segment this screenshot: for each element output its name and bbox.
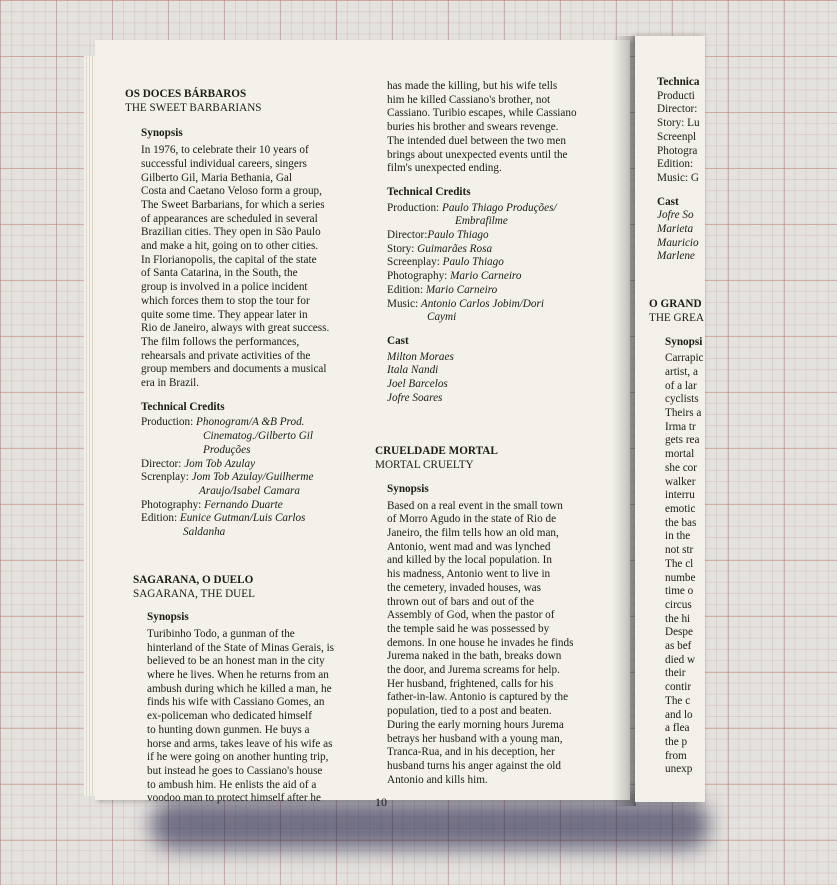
synopsis-line: quite some time. They appear later in	[141, 308, 308, 321]
credit-value-cont: Araujo/Isabel Camara	[199, 484, 300, 497]
synopsis-line: brings about unexpected events until the	[387, 148, 568, 161]
credit-label: Story:	[387, 242, 415, 255]
cast-member: Marieta	[657, 223, 694, 236]
synopsis-line: father-in-law. Antonio is captured by the	[387, 691, 569, 704]
synopsis-line: to hunting down gunmen. He buys a	[147, 723, 310, 736]
credit-edition	[141, 512, 375, 526]
right-credits-heading: Technica	[657, 76, 700, 88]
synopsis-line: thrown out of bars and out of the	[387, 595, 534, 608]
film1-title-en: THE SWEET BARBARIANS	[125, 101, 262, 114]
synopsis-line: of a lar	[665, 379, 697, 392]
credit-screenplay	[141, 471, 375, 485]
film1-credits-heading: Technical Credits	[141, 400, 225, 413]
credit-value: Guimarães Rosa	[417, 242, 493, 255]
synopsis-line: from	[665, 749, 687, 762]
synopsis-line: the cemetery, invaded houses, was	[387, 581, 541, 594]
cast-member: Milton Moraes	[387, 350, 454, 363]
film2-title-pt: SAGARANA, O DUELO	[133, 573, 254, 586]
synopsis-line: interru	[665, 489, 695, 502]
synopsis-line: of Morro Agudo in the state of Rio de	[387, 513, 557, 526]
synopsis-line: Tranca-Rua, and in his deception, her	[387, 746, 555, 759]
synopsis-line: Costa and Caetano Veloso form a group,	[141, 185, 322, 198]
synopsis-line: betrays her husband with a young man,	[387, 732, 563, 745]
synopsis-line: ambush during which he killed a man, he	[147, 682, 332, 695]
film1-synopsis	[141, 144, 375, 391]
credit-value-cont: Saldanha	[183, 526, 226, 539]
synopsis-line: if he were going on another hunting trip,	[147, 751, 329, 764]
cast-member: Itala Nandi	[387, 364, 439, 377]
film1-synopsis-heading: Synopsis	[141, 127, 183, 140]
synopsis-line: the p	[665, 735, 688, 748]
synopsis-line: not str	[665, 544, 694, 557]
cast-member: Joel Barcelos	[387, 378, 448, 391]
synopsis-line: hinterland of the State of Minas Gerais, is	[147, 641, 335, 654]
credit-value-cont: Produções	[203, 443, 251, 456]
film2-credits	[387, 202, 617, 325]
synopsis-line: circus	[665, 598, 692, 611]
credit-label: Edition:	[387, 283, 424, 296]
synopsis-line: which forces them to stop the tour for	[141, 294, 310, 307]
right-credit-line: Edition:	[657, 158, 694, 171]
synopsis-line: Brazilian cities. They open in São Paulo	[141, 226, 321, 239]
synopsis-line: Despe	[665, 626, 693, 639]
credit-value: Antonio Carlos Jobim/Dori	[420, 297, 544, 310]
synopsis-line: time o	[665, 585, 694, 598]
synopsis-line: mortal	[665, 448, 695, 461]
film3-title-en: MORTAL CRUELTY	[375, 459, 474, 472]
right-credit-line: Photogra	[657, 144, 698, 157]
synopsis-line: unexp	[665, 763, 693, 776]
film2-synopsis-continued	[387, 80, 617, 176]
credit-story	[387, 243, 617, 257]
synopsis-line: Theirs a	[665, 407, 702, 420]
synopsis-line: The intended duel between the two men	[387, 134, 566, 147]
synopsis-line: of appearances are scheduled in several	[141, 212, 318, 225]
credit-label: Production:	[387, 201, 440, 214]
synopsis-line: him he killed Cassiano's brother, not	[387, 93, 551, 106]
synopsis-line: finds his wife with Cassiano Gomes, an	[147, 696, 325, 709]
synopsis-line: era in Brazil.	[141, 377, 200, 390]
synopsis-line: population, tied to a post and beaten.	[387, 705, 552, 718]
synopsis-line: Cassiano. Turibio escapes, while Cassiano	[387, 107, 577, 120]
synopsis-line: Assembly of God, when the pastor of	[387, 609, 555, 622]
synopsis-line: the door, and Jurema screams for help.	[387, 664, 560, 677]
synopsis-line: but instead he goes to Cassiano's house	[147, 764, 323, 777]
synopsis-line: buries his brother and swears revenge.	[387, 121, 559, 134]
synopsis-line: The film follows the performances,	[141, 335, 300, 348]
synopsis-line: Gilberto Gil, Maria Bethania, Gal	[141, 171, 292, 184]
film2-header	[125, 574, 375, 601]
film2-synopsis-heading: Synopsis	[147, 611, 189, 624]
synopsis-line: voodoo man to protect himself after he	[147, 792, 321, 805]
credit-value: Fernando Duarte	[204, 498, 283, 511]
credit-photography	[387, 270, 617, 284]
synopsis-line: horse and arms, takes leave of his wife as	[147, 737, 333, 750]
film1-title-pt: OS DOCES BÁRBAROS	[125, 88, 247, 100]
credit-value-cont: Caymi	[427, 311, 457, 324]
synopsis-line: artist, a	[665, 365, 698, 378]
synopsis-line: The Sweet Barbarians, for which a series	[141, 198, 325, 211]
credit-label: Director:	[141, 457, 182, 470]
right-film-header	[649, 298, 837, 325]
booklet-shadow	[150, 800, 710, 850]
synopsis-line: film's unexpected ending.	[387, 162, 502, 175]
film2-cast	[387, 351, 617, 406]
synopsis-line: where he lives. When he returns from an	[147, 669, 329, 682]
synopsis-line: During the early morning hours Jurema	[387, 718, 564, 731]
credit-label: Photography:	[141, 498, 202, 511]
cast-member: Jofre So	[657, 209, 694, 222]
right-credit-line: Director:	[657, 103, 698, 116]
synopsis-line: and lo	[665, 708, 693, 721]
credit-value: Eunice Gutman/Luis Carlos	[179, 512, 306, 525]
synopsis-line: In Florianopolis, the capital of the state	[141, 253, 317, 266]
spacer	[657, 264, 837, 298]
credit-production	[141, 416, 375, 430]
synopsis-line: in the	[665, 530, 691, 543]
credit-label: Edition:	[141, 512, 178, 525]
film1-body	[125, 127, 375, 539]
credit-value-cont: Cinematog./Gilberto Gil	[203, 430, 314, 443]
credit-label: Director:	[387, 229, 428, 242]
right-film-title-pt: O GRAND	[649, 298, 702, 311]
spacer	[387, 405, 617, 445]
booklet-spine	[612, 36, 636, 806]
right-credit-line: Screenpl	[657, 130, 697, 143]
film2-title-en: SAGARANA, THE DUEL	[133, 587, 255, 600]
synopsis-line: Antonio, went mad and was lynched	[387, 540, 551, 553]
credit-value: Jom Tob Azulay	[184, 457, 256, 470]
credit-value: Paulo Thiago Produções/	[442, 201, 557, 214]
credit-production	[387, 202, 617, 216]
synopsis-line: of Santa Catarina, in the South, the	[141, 267, 298, 280]
synopsis-line: Rio de Janeiro, always with great success.	[141, 322, 330, 335]
synopsis-line: The c	[665, 694, 691, 707]
right-cast-heading: Cast	[657, 195, 679, 208]
page-number: 10	[375, 795, 387, 809]
credit-value: Paulo Thiago	[442, 256, 504, 269]
synopsis-line: demons. In one house he invades he finds	[387, 636, 574, 649]
synopsis-line: believed to be an honest man in the city	[147, 655, 325, 668]
synopsis-line: walker	[665, 475, 696, 488]
film1-credits	[141, 416, 375, 539]
credit-screenplay	[387, 256, 617, 270]
synopsis-line: group is involved in a police incident	[141, 281, 308, 294]
spacer	[125, 540, 375, 574]
right-page	[635, 36, 705, 802]
middle-column	[375, 80, 617, 787]
synopsis-line: died w	[665, 653, 696, 666]
credit-label: Screenplay:	[387, 256, 440, 269]
synopsis-line: Her husband, frightened, calls for his	[387, 677, 554, 690]
left-column	[125, 88, 375, 806]
synopsis-line: as bef	[665, 640, 692, 653]
credit-director	[387, 229, 617, 243]
credit-label: Production:	[141, 416, 194, 429]
synopsis-line: successful individual careers, singers	[141, 157, 307, 170]
synopsis-line: has made the killing, but his wife tells	[387, 80, 558, 92]
synopsis-line: Jurema naked in the bath, breaks down	[387, 650, 562, 663]
synopsis-line: she cor	[665, 461, 697, 474]
synopsis-line: Irma tr	[665, 420, 696, 433]
credit-music	[387, 298, 617, 312]
credit-photography	[141, 499, 375, 513]
synopsis-line: Antonio and kills him.	[387, 773, 488, 786]
synopsis-line: numbe	[665, 571, 696, 584]
right-film-title-en: THE GREA	[649, 311, 704, 324]
film2-credits-heading: Technical Credits	[387, 185, 471, 198]
credit-value: Paulo Thiago	[427, 229, 489, 242]
synopsis-line: The cl	[665, 557, 694, 570]
synopsis-line: rehearsals and private activities of the	[141, 349, 311, 362]
credit-edition	[387, 284, 617, 298]
film3-header	[375, 445, 617, 472]
credit-value-cont: Embrafilme	[455, 215, 508, 228]
film3-title-pt: CRUELDADE MORTAL	[375, 445, 498, 458]
credit-label: Photography:	[387, 270, 448, 283]
synopsis-line: ex-policeman who dedicated himself	[147, 710, 312, 723]
film2-body	[125, 611, 375, 806]
synopsis-line: cyclists	[665, 393, 699, 406]
synopsis-line: Carrapic	[665, 352, 704, 365]
left-page	[95, 40, 630, 809]
film3-body	[387, 483, 617, 787]
credit-value: Mario Carneiro	[425, 283, 498, 296]
synopsis-line: his madness, Antonio went to live in	[387, 568, 551, 581]
synopsis-line: husband turns his anger against the old	[387, 759, 561, 772]
credit-label: Screnplay:	[141, 471, 189, 484]
right-credit-line: Music: G	[657, 171, 699, 184]
synopsis-line: Janeiro, the film tells how an old man,	[387, 526, 559, 539]
synopsis-line: their	[665, 667, 686, 680]
credit-label: Music:	[387, 297, 419, 310]
credit-director	[141, 458, 375, 472]
cast-member: Marlene	[657, 250, 695, 263]
film3-synopsis-heading: Synopsis	[387, 482, 429, 495]
synopsis-line: the hi	[665, 612, 691, 625]
credit-value: Mario Carneiro	[450, 270, 522, 283]
film2-cast-heading: Cast	[387, 334, 409, 347]
synopsis-line: a flea	[665, 722, 690, 735]
synopsis-line: group members and documents a musical	[141, 363, 327, 376]
cast-member: Mauricio	[657, 236, 699, 249]
synopsis-line: the temple said he was possessed by	[387, 622, 550, 635]
synopsis-line: Turibinho Todo, a gunman of the	[147, 627, 295, 640]
right-synopsis-heading: Synopsi	[665, 335, 703, 348]
credit-value: Phonogram/A &B Prod.	[196, 416, 305, 429]
synopsis-line: In 1976, to celebrate their 10 years of	[141, 144, 309, 157]
synopsis-line: gets rea	[665, 434, 700, 447]
cast-member: Jofre Soares	[387, 391, 443, 404]
synopsis-line: the bas	[665, 516, 697, 529]
synopsis-line: contir	[665, 681, 692, 694]
right-credit-line: Story: Lu	[657, 117, 700, 130]
film3-synopsis	[387, 500, 617, 788]
film2-synopsis	[147, 628, 375, 806]
synopsis-line: Based on a real event in the small town	[387, 499, 563, 512]
synopsis-line: to ambush him. He enlists the aid of a	[147, 778, 317, 791]
credit-value: Jom Tob Azulay/Guilherme	[191, 471, 314, 484]
synopsis-line: and killed by the local population. In	[387, 554, 552, 567]
synopsis-line: emotic	[665, 502, 696, 515]
right-synopsis	[657, 352, 837, 777]
right-credit-line: Producti	[657, 89, 695, 102]
right-column	[649, 76, 837, 777]
synopsis-line: and make a hit, going on to other cities.	[141, 240, 319, 253]
